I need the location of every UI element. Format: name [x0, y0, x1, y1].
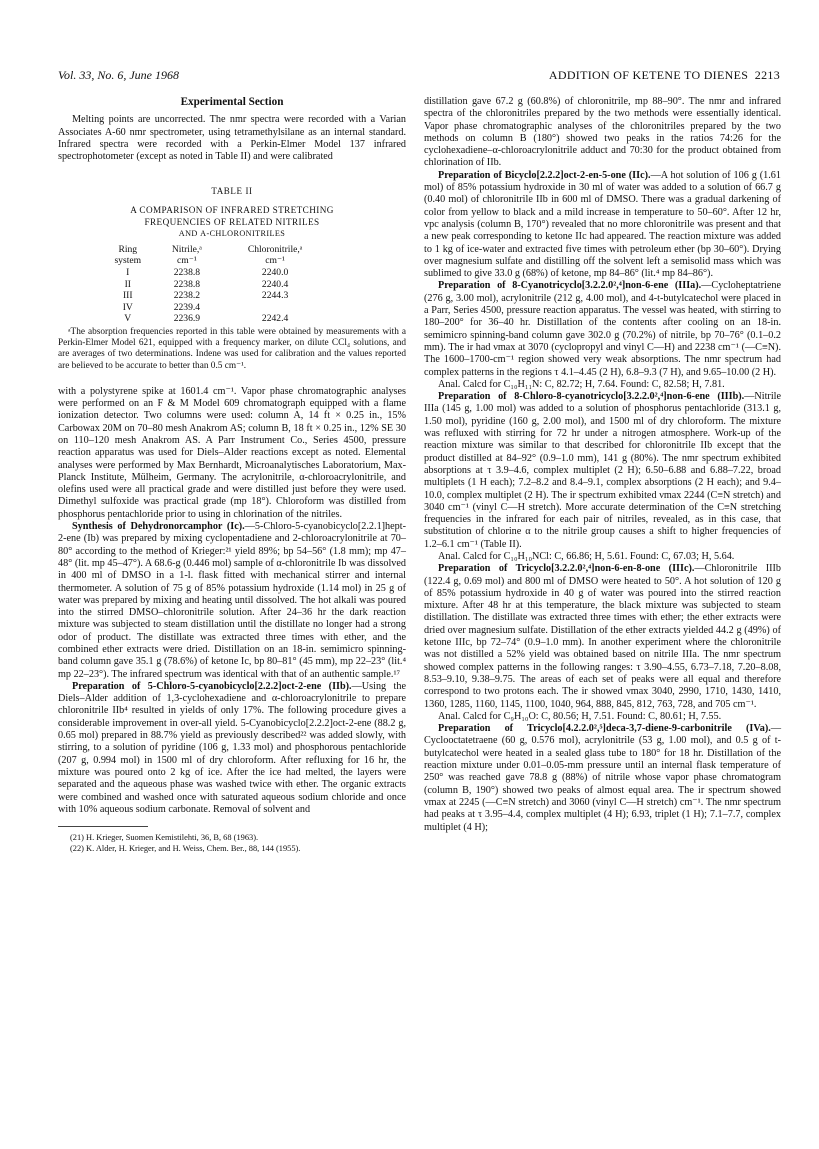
table-cell	[218, 302, 332, 314]
table-row	[100, 302, 332, 314]
procedure-body: —Chloronitrile IIIb (122.4 g, 0.69 mol) and 800 ml of DMSO were heated to 50°. A hot solution of 120 g of 85% potassium hydroxide in 40 g of water was poured into the stirred reaction mixture. After 48 hr at this temperature, the black mixture was subjected to steam distillation. The distillate was extracted three times with ether; the ether extracts were dried over magnesium sulfate. Distillation of the ether extracts yielded 44.2 g (49%) of ketone IIIc, bp 72–74° (0.9–1.0 mm). In another experiment where the chloronitrile was not distilled a 52% yield was obtained based on nitrile IIIa. The nmr spectrum showed complex patterns in the following ranges: τ 3.90–4.55, 6.73–7.18, 7.20–8.08, 8.53–9.10, 9.38–9.75. The areas of each set of peaks were all equal and therefore correspond to two protons each. The ir showed νmax 3040, 2990, 1710, 1430, 1410, 1360, 1285, 1160, 1145, 1100, 1040, 964, 888, 845, 812, 763, 728, and 705 cm⁻¹.	[424, 563, 781, 710]
table-caption-line2: FREQUENCIES OF RELATED NITRILES	[144, 216, 320, 227]
table-row	[100, 290, 332, 302]
footnote-rule	[58, 826, 148, 827]
running-title: ADDITION OF KETENE TO DIENES	[548, 68, 749, 82]
procedure-chlorocyanotricyclononene	[424, 391, 781, 551]
right-column	[424, 96, 781, 834]
paragraph-continued: with a polystyrene spike at 1601.4 cm⁻¹. Vapor phase chromatographic analyses were performed on an F & M Model 609 chromatograph equipped with a flame ionization detector. Two columns were used: column A, 14 ft × 0.25 in., 15% Carbowax 20M on 70–80 mesh Anakrom AS; column B, 18 ft × 0.25 in., 12% SE 30 on 110–120 mesh Anakrom AS. A Parr Instrument Co., Series 4500, pressure reaction apparatus was used for Diels–Alder reactions except as noted. Elemental analyses were performed by Max Bernhardt, Microanalytisches Laboratorium, Max-Planck Institute, Mülheim, Germany. The acrylonitrile, α-chloroacrylonitrile, and olefins used were all practical grade and were distilled just before they were used. Dimethyl sulfoxide was practical grade (mp 18°). Chloroform was distilled from phosphorus pentachloride prior to using in chlorination of the nitriles.	[58, 385, 406, 520]
table-subheader-cell: system	[114, 255, 142, 267]
procedure-title: Preparation of 8-Cyanotricyclo[3.2.2.0²,⁴]non-6-ene (IIIa).	[438, 280, 702, 292]
procedure-chlorocyanobicyclooctene	[58, 681, 406, 816]
table-cell: III	[122, 290, 133, 302]
table-cell: 2236.9	[173, 313, 201, 325]
table-subheader-cell: cm⁻¹	[265, 255, 285, 267]
procedure-body: —Nitrile IIIa (145 g, 1.00 mol) was added to a solution of phosphorus pentachloride (313.1 g, 1.50 mol), pyridine (160 g, 2.00 mol), and 1500 ml of dry chloroform. The mixture was refluxed with stirring for 72 hr under a nitrogen atmosphere. Work-up of the reaction mixture was similar to that described for chloronitrile IIb except that the product distilled at 84–92° (0.9–1.0 mm), 141 g (80%). The nmr spectrum exhibited absorptions at τ 3.9–4.6, complex multiplet (2 H); 6.50–6.88 and 6.88–7.22, broad multiplets (1 H each); 7.2–8.2 and 8.4–9.1, complex absorptions (2 H each); and 9.4–10.0, complex multiplet (2 H). The ir spectrum exhibited νmax 2244 (C≡N stretch) and 3040 cm⁻¹ (vinyl C—H stretch). More accurate determination of the C≡N stretching frequencies in the infrared for each pair of nitriles, revealed, as in this case, that substitution of chlorine α to the nitrile group causes a shift to higher frequencies of 1.2–6.1 cm⁻¹ (Table II).	[424, 391, 781, 550]
procedure-title: Preparation of Bicyclo[2.2.2]oct-2-en-5-one (IIc).	[438, 169, 651, 181]
procedure-title: Preparation of 8-Chloro-8-cyanotricyclo[3.2.2.0²,⁴]non-6-ene (IIIb).	[438, 391, 745, 403]
page-number: 2213	[754, 68, 780, 82]
procedure-title: Preparation of 5-Chloro-5-cyanobicyclo[2.2.2]oct-2-ene (IIb).	[72, 680, 352, 692]
table-header-cell: Nitrile,ᵃ	[171, 243, 202, 255]
journal-volume-issue: Vol. 33, No. 6, June 1968	[58, 68, 179, 82]
table-cell: 2238.8	[173, 266, 201, 278]
procedure-tricyclononenone	[424, 563, 781, 711]
procedure-title: Synthesis of Dehydronorcamphor (Ic).	[72, 521, 245, 533]
table-cell: V	[124, 313, 132, 325]
elemental-analysis: Anal. Calcd for C₁₀H₁₁N: C, 82.72; H, 7.64. Found: C, 82.58; H, 7.81.	[438, 378, 725, 390]
table-row	[100, 313, 332, 325]
left-column	[58, 96, 406, 854]
procedure-body: —A hot solution of 106 g (1.61 mol) of 85% potassium hydroxide in 30 ml of water was added to a solution of 66.7 g (0.40 mol) of chloronitrile IIb in 600 ml of DMSO. There was a gradual darkening of color from yellow to black and a mild increase in temperature to 50–60°. After 12 hr, vpc analysis (column B, 170°) revealed that no more chloronitrile was present and that a new peak corresponding to ketone IIc had appeared. The reaction mixture was added to 1 kg of ice-water and extracted five times with petroleum ether (bp 30–60°). Drying over magnesium sulfate and distilling off the solvent left a semisolid mass which was sublimed to give 33.0 g (68%) of ketone, mp 84–86° (lit.⁴ mp 84–86°).	[424, 169, 781, 280]
table-cell: 2244.3	[261, 290, 289, 302]
table-subheader-cell: cm⁻¹	[177, 255, 197, 267]
procedure-title: Preparation of Tricyclo[4.2.2.0²,⁵]deca-3,7-diene-9-carbonitrile (IVa).	[438, 723, 771, 735]
ir-frequency-table	[100, 244, 332, 325]
running-header	[58, 68, 780, 84]
table-header-cell: Ring	[118, 243, 138, 255]
procedure-cyanotricyclononene	[424, 280, 781, 378]
table-row	[100, 267, 332, 279]
procedure-title: Preparation of Tricyclo[3.2.2.0²,⁴]non-6-en-8-one (IIIc).	[438, 563, 695, 575]
table-footnote: ᵃThe absorption frequencies reported in this table were obtained by measurements with a Perkin-Elmer Model 621, equipped with a frequency marker, on dilute CCl₄ solutions, and are averages of two determinations. Indene was used for calibration and the values reported are believed to be accurate to better than 0.5 cm⁻¹.	[58, 326, 406, 371]
elemental-analysis: Anal. Calcd for C₉H₁₀O: C, 80.56; H, 7.51. Found: C, 80.61; H, 7.55.	[438, 710, 722, 722]
table-cell: II	[124, 278, 131, 290]
table-cell: 2242.4	[261, 313, 289, 325]
experimental-intro: Melting points are uncorrected. The nmr spectra were recorded with a Varian Associates A-60 nmr spectrometer, using tetramethylsilane as an internal standard. Infrared spectra were recorded with a Perkin-Elmer Model 137 infrared spectrophotometer (except as noted in Table II) and were calibrated	[58, 114, 406, 163]
table-header-cell: Chloronitrile,ᵃ	[247, 243, 303, 255]
section-title: Experimental Section	[180, 96, 284, 108]
table-cell: I	[126, 266, 130, 278]
table-cell: 2239.4	[173, 301, 201, 313]
procedure-body: —Cycloheptatriene (276 g, 3.00 mol), acrylonitrile (212 g, 4.00 mol), and 4-t-butylcatechol were placed in a Parr, Series 4500, pressure reaction apparatus. The vessel was heated, with stirring to 180–200° for 36–40 hr. Distillation of the contents after cooling on an 18-in. semimicro spinning-band column gave 302.0 g (70.2%) of nitrile, bp 70–76° (0.1–0.2 mm). The ir had νmax at 3070 (cyclopropyl and vinyl C—H) and 2238 cm⁻¹ (—C≡N). The 1600–1700-cm⁻¹ region showed very weak absorptions. The nmr spectrum had complex patterns in the regions τ 4.1–4.45 (2 H), 6.8–9.3 (7 H), and 9.65–10.00 (2 H).	[424, 280, 781, 378]
table-caption-line3: AND Α-CHLORONITRILES	[178, 228, 286, 238]
procedure-body: —Cyclooctatetraene (60 g, 0.576 mol), acrylonitrile (53 g, 1.00 mol), and 0.5 g of t-butylcatechol were heated in a sealed glass tube to 180° for 18 hr. Distillation of the reaction mixture under 0.01–0.05-mm pressure until an internal flask temperature of 250° was reached gave 78.8 g (88%) of nitrile whose vapor phase chromatogram (column B, 190°) showed two peaks of almost equal area. The ir spectrum showed νmax at 2245 (—C≡N stretch) and 3060 (vinyl C—H stretch) cm⁻¹. The nmr spectrum had peaks at τ 3.95–4.4, complex multiplet (4 H); 6.93, triplet (1 H); 7.1–7.7, complex multiplet (4 H);	[424, 723, 781, 833]
footnote: (21) H. Krieger, Suomen Kemistilehti, 36, B, 68 (1963).	[70, 833, 259, 843]
table-caption	[58, 204, 406, 240]
table-row	[100, 279, 332, 291]
elemental-analysis: Anal. Calcd for C₁₀H₁₀NCl: C, 66.86; H, 5.61. Found: C, 67.03; H, 5.64.	[438, 550, 735, 562]
table-cell: 2240.4	[261, 278, 289, 290]
table-title: TABLE II	[211, 186, 253, 197]
procedure-dehydronorcamphor	[58, 521, 406, 681]
table-cell: IV	[122, 301, 133, 313]
footnote: (22) K. Alder, H. Krieger, and H. Weiss, Chem. Ber., 88, 144 (1955).	[70, 844, 301, 854]
procedure-body: —Using the Diels–Alder addition of 1,3-cyclohexadiene and α-chloroacrylonitrile to prepare chloronitrile IIb⁴ resulted in yields of only 17%. The following procedure gives a considerable improvement in over-all yield. 5-Cyanobicyclo[2.2.2]oct-2-ene (88.2 g, 0.65 mol) prepared in 88.7% yield as previously described²² was added slowly, with stirring, to a solution of pyridine (106 g, 1.33 mol) and phosphorous pentachloride (207 g, 0.994 mol) in 1500 ml of dry chloroform. After refluxing for 16 hr, the mixture was poured onto 2 kg of ice. After the ice had melted, the layers were separated and the aqueous phase was washed twice with ether. The organic extracts were combined and washed once with saturated aqueous sodium chloride and once with 10% aqueous sodium carbonate. Removal of solvent and	[58, 680, 406, 815]
table-header-row	[100, 244, 332, 256]
procedure-bicyclooctenone	[424, 170, 781, 281]
spacer	[58, 372, 406, 386]
table-caption-line1: A COMPARISON OF INFRARED STRETCHING	[130, 204, 334, 215]
table-subheader-row	[100, 255, 332, 267]
procedure-body: —5-Chloro-5-cyanobicyclo[2.2.1]hept-2-ene (Ib) was prepared by mixing cyclopentadiene and 2-chloroacrylonitrile at 70–80° according to the method of Krieger:²¹ yield 89%; bp 54–56° (1.8 mm); mp 47–48° (lit. mp 45–47°). A 68.6-g (0.446 mol) sample of α-chloronitrile Ib was dissolved in 400 ml of DMSO in a 1-l. flask fitted with mechanical stirrer and internal thermometer. A solution of 75 g of 85% potassium hydroxide (1.14 mol) in 25 g of water was prepared by mixing and heating until dissolved. The hot alkali was poured into the stirred DMSO–chloronitrile solution. After 24–36 hr the dark reaction mixture was subjected to steam distillation until the distillate no longer had a strong odor of product. The distillate was extracted three times with ether, and the combined ether extracts were dried. Distillation on an 18-in. semimicro spinning-band column gave 35.1 g (78.6%) of ketone Ic, bp 80–81° (45 mm), mp 22–23° (lit.⁴ mp 22–23°). The infrared spectrum was identical with that of an authentic sample.¹⁷	[58, 521, 406, 680]
table-cell: 2238.8	[173, 278, 201, 290]
table-cell: 2240.0	[261, 266, 289, 278]
running-title-and-page	[549, 68, 780, 83]
procedure-tricyclodecadiene	[424, 723, 781, 834]
table-cell: 2238.2	[173, 290, 201, 302]
paragraph-continued: distillation gave 67.2 g (60.8%) of chloronitrile, mp 88–90°. The nmr and infrared spectra of the chloronitriles prepared by the two methods were essentially identical. Vapor phase chromatographic analyses of the chloronitriles prepared by the two methods on column B (180°) showed two peaks in the ratios 74:26 for the cyclohexadiene–α-chloroacrylonitrile adduct and 70:30 for the product obtained from chlorination of IIb.	[424, 96, 781, 169]
